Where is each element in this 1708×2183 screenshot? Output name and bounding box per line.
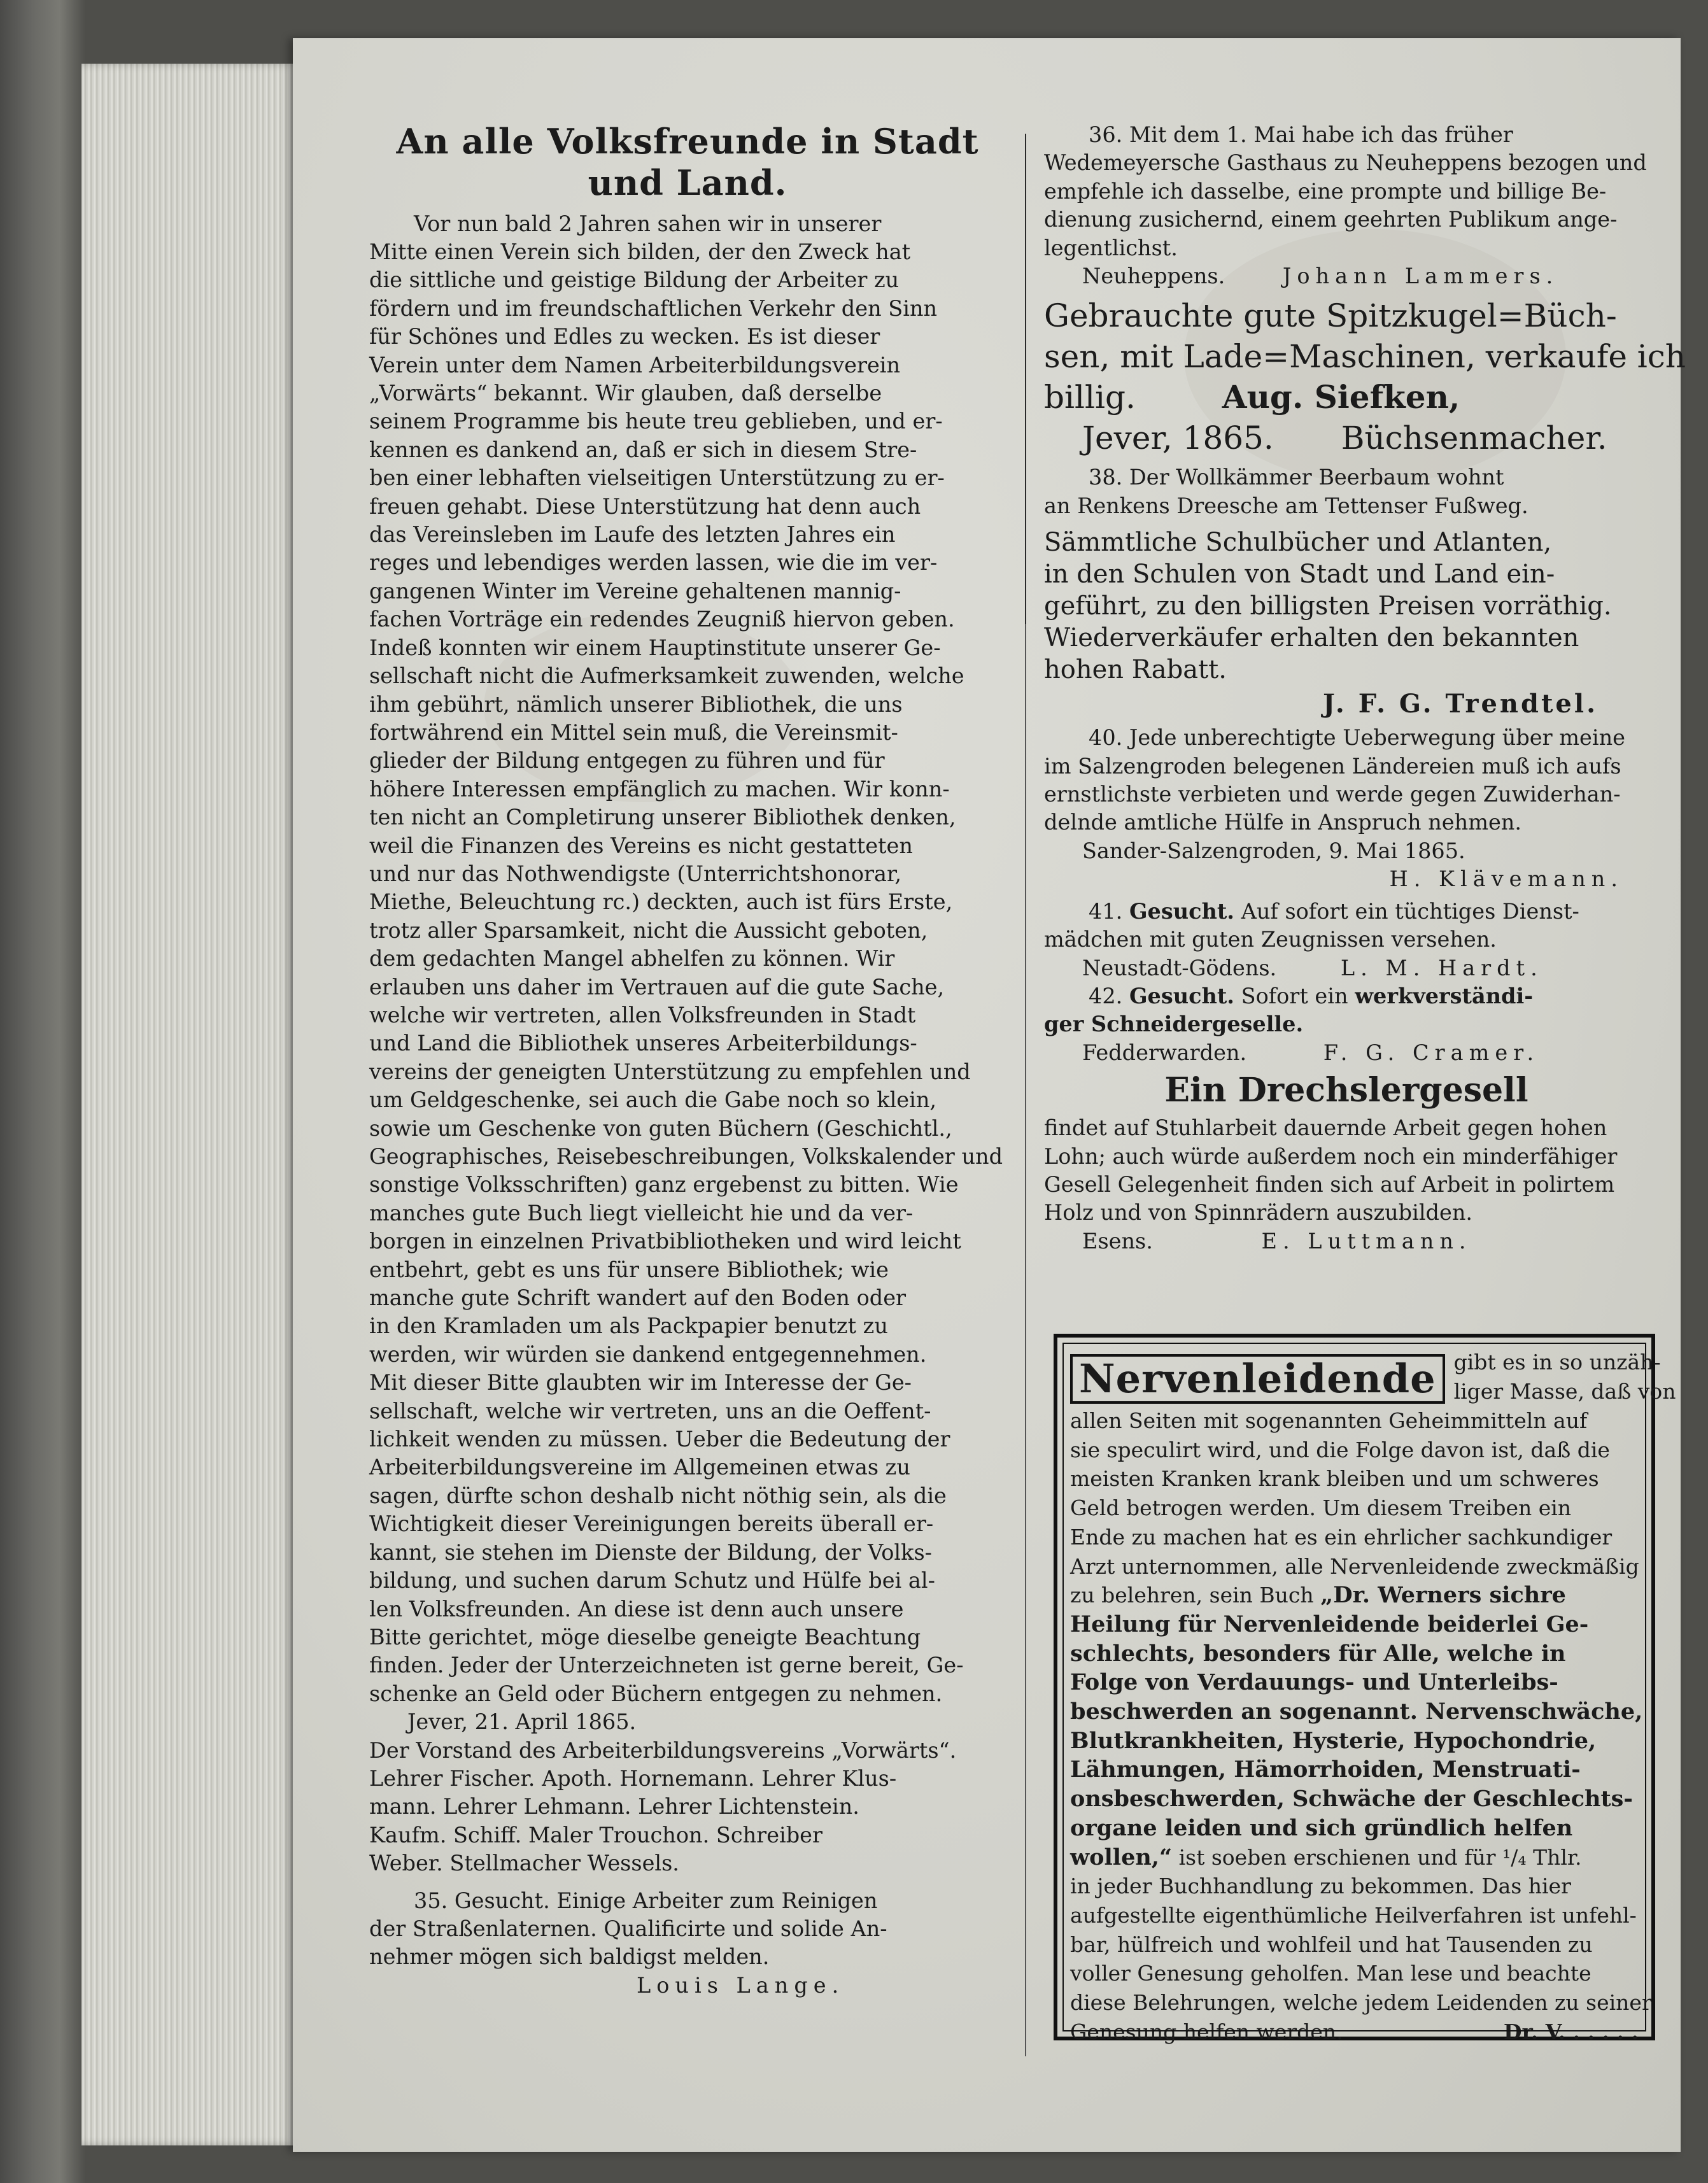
text-line: 38. Der Wollkämmer Beerbaum wohnt: [1089, 465, 1504, 490]
text-line: „Vorwärts“ bekannt. Wir glauben, daß derselbe: [369, 381, 882, 406]
ad-39-signature: J. F. G. Trendtel.: [1323, 689, 1598, 719]
ad-42-bold2: ger Schneidergeselle.: [1044, 1012, 1304, 1037]
text-line: fördern und im freundschaftlichen Verkehr den Sinn: [369, 295, 938, 321]
text-line: reges und lebendiges werden lassen, wie die im ver-: [369, 550, 938, 576]
ad-37-place: Jever, 1865.: [1082, 420, 1274, 457]
ad-42-name: F. G. Cramer.: [1323, 1040, 1540, 1065]
text-line: 35. Gesucht. Einige Arbeiter zum Reinigen: [414, 1888, 878, 1913]
ad-36: [1044, 121, 1649, 262]
ad-35-signature: Louis Lange.: [637, 1972, 845, 1998]
text-line: ihm gebührt, nämlich unserer Bibliothek, die uns: [369, 691, 903, 717]
text-line: manches gute Buch liegt vielleicht hie und da ver-: [369, 1200, 914, 1226]
ad-39-line: in den Schulen von Stadt und Land ein-: [1044, 560, 1555, 590]
text-line: Holz und von Spinnrädern auszubilden.: [1044, 1200, 1473, 1226]
ad-42-head: Gesucht.: [1129, 983, 1234, 1008]
text-line: Kaufm. Schiff. Maler Trouchon. Schreiber: [369, 1822, 823, 1847]
text-line: und nur das Nothwendigste (Unterrichtshonorar,: [369, 861, 901, 886]
text-line: glieder der Bildung entgegen zu führen und für: [369, 748, 885, 774]
text-line: borgen in einzelnen Privatbibliotheken und wird leicht: [369, 1229, 961, 1254]
ad-35: [369, 1887, 1006, 1972]
nerven-rest-line: diese Belehrungen, welche jedem Leidenden zu seiner: [1070, 1990, 1652, 2016]
article-date: Jever, 21. April 1865.: [407, 1709, 637, 1735]
text-line: dienung zusichernd, einem geehrten Publikum ange-: [1044, 207, 1618, 232]
headline-line-1: An alle Volksfreunde in Stadt: [396, 121, 979, 162]
ad-37-billig-line: [1044, 377, 1649, 418]
text-line: höhere Interessen empfänglich zu machen. Wir konn-: [369, 776, 950, 802]
text-line: Wichtigkeit dieser Vereinigungen bereits überall er-: [369, 1511, 934, 1537]
nerven-line: Geld betrogen werden. Um diesem Treiben ein: [1070, 1495, 1572, 1521]
text-line: delnde amtliche Hülfe in Anspruch nehmen.: [1044, 810, 1522, 835]
text-line: und Land die Bibliothek unseres Arbeiterbildungs-: [369, 1031, 917, 1056]
nerven-rest-line: voller Genesung geholfen. Man lese und beachte: [1070, 1961, 1592, 1986]
text-line: welche wir vertreten, allen Volksfreunden in Stadt: [369, 1002, 916, 1028]
text-line: freuen gehabt. Diese Unterstützung hat denn auch: [369, 493, 921, 519]
text-line: 36. Mit dem 1. Mai habe ich das früher: [1089, 122, 1513, 147]
text-line: vereins der geneigten Unterstützung zu empfehlen und: [369, 1059, 971, 1084]
ad-40-name: H. Klävemann.: [1389, 866, 1623, 892]
nerven-book-line: Lähmungen, Hämorrhoiden, Menstruati-: [1070, 1756, 1581, 1783]
ad-38: [1044, 463, 1649, 520]
ad-42-place: Fedderwarden.: [1082, 1040, 1247, 1065]
text-line: Arbeiterbildungsvereine im Allgemeinen etwas zu: [369, 1455, 910, 1480]
text-line: fachen Vorträge ein redendes Zeugniß hiervon geben.: [369, 607, 955, 632]
ad-41-name: L. M. Hardt.: [1340, 955, 1543, 980]
text-line: Miethe, Beleuchtung rc.) deckten, auch ist fürs Erste,: [369, 889, 953, 915]
text-line: Lehrer Fischer. Apoth. Hornemann. Lehrer Klus-: [369, 1765, 897, 1791]
text-line: Gesell Gelegenheit finden sich auf Arbeit in polirtem: [1044, 1171, 1615, 1197]
text-line: sonstige Volksschriften) ganz ergebenst zu bitten. Wie: [369, 1172, 959, 1197]
ad-43: [1044, 1114, 1649, 1227]
left-column: [369, 121, 1006, 2000]
ad-41-head: Gesucht.: [1129, 898, 1234, 924]
text-line: fortwährend ein Mittel sein muß, die Vereinsmit-: [369, 719, 898, 745]
text-line: der Straßenlaternen. Qualificirte und solide An-: [369, 1916, 887, 1941]
text-line: manche gute Schrift wandert auf den Boden oder: [369, 1285, 907, 1311]
nerven-book-title-inline: „Dr. Werners sichre: [1320, 1582, 1566, 1609]
text-line: Vor nun bald 2 Jahren sahen wir in unserer: [414, 211, 882, 236]
ad-39-line: Wiederverkäufer erhalten den bekannten: [1044, 623, 1579, 653]
ad-41-rest: Auf sofort ein tüchtiges Dienst-: [1241, 898, 1579, 924]
ad-42: [1044, 982, 1649, 1010]
ad-37-line: Gebrauchte gute Spitzkugel=Büch-: [1044, 297, 1617, 335]
nerven-book-line: Heilung für Nervenleidende beiderlei Ge-: [1070, 1611, 1589, 1637]
ad-41-num: 41.: [1089, 898, 1123, 924]
nerven-book-start: [1070, 1581, 1639, 1610]
text-line: Lohn; auch würde außerdem noch ein minderfähiger: [1044, 1143, 1618, 1169]
text-line: Indeß konnten wir einem Hauptinstitute unserer Ge-: [369, 635, 941, 660]
text-line: legentlichst.: [1044, 235, 1178, 260]
text-line: Wedemeyersche Gasthaus zu Neuheppens bezogen und: [1044, 150, 1647, 176]
nerven-book-line: beschwerden an sogenannt. Nervenschwäche,: [1070, 1699, 1643, 1725]
text-line: gangenen Winter im Vereine gehaltenen mannig-: [369, 578, 901, 604]
nerven-rest-line: aufgestellte eigenthümliche Heilverfahren ist unfehl-: [1070, 1902, 1637, 1928]
text-line: sagen, dürfte schon deshalb nicht nöthig sein, als die: [369, 1483, 947, 1508]
text-line: Mitte einen Verein sich bilden, der den Zweck hat: [369, 239, 911, 264]
nerven-intro-1: gibt es in so unzäh-: [1453, 1350, 1661, 1374]
ad-43-name: E. Luttmann.: [1261, 1228, 1472, 1254]
text-line: Weber. Stellmacher Wessels.: [369, 1851, 679, 1876]
nerven-intro-2: liger Masse, daß von: [1453, 1378, 1676, 1404]
ad-40: [1044, 724, 1649, 837]
text-line: 40. Jede unberechtigte Ueberwegung über meine: [1089, 725, 1625, 751]
text-line: len Volksfreunden. An diese ist denn auch unsere: [369, 1596, 904, 1621]
article-signatures: [369, 1737, 1006, 1878]
ad-39-line: geführt, zu den billigsten Preisen vorräthig.: [1044, 591, 1612, 621]
text-line: ernstlichste verbieten und werde gegen Zuwiderhan-: [1044, 782, 1621, 807]
text-line: für Schönes und Edles zu wecken. Es ist dieser: [369, 324, 880, 350]
ad-37-trade: Büchsenmacher.: [1341, 420, 1607, 457]
ad-36-footer: [1044, 262, 1649, 290]
nervenleidende-ad-box: [1054, 1334, 1676, 2045]
text-line: entbehrt, gebt es uns für unsere Bibliothek; wie: [369, 1257, 889, 1282]
nerven-zu-belehren: zu belehren, sein Buch: [1070, 1583, 1314, 1608]
text-line: Verein unter dem Namen Arbeiterbildungsverein: [369, 352, 901, 378]
text-line: bildung, und suchen darum Schutz und Hülfe bei al-: [369, 1568, 935, 1593]
nerven-line: allen Seiten mit sogenannten Geheimmitteln auf: [1070, 1408, 1588, 1433]
text-line: um Geldgeschenke, sei auch die Gabe noch so klein,: [369, 1087, 937, 1113]
nerven-signature: Dr. V. . . . . .: [1503, 2019, 1639, 2045]
nerven-after-book-line: [1070, 1843, 1639, 1872]
nerven-book-last: wollen,“: [1070, 1844, 1173, 1870]
text-line: an Renkens Dreesche am Tettenser Fußweg.: [1044, 493, 1528, 518]
ad-36-place: Neuheppens.: [1082, 264, 1225, 289]
ad-37-line: sen, mit Lade=Maschinen, verkaufe ich: [1044, 338, 1686, 376]
text-line: finden. Jeder der Unterzeichneten ist gerne bereit, Ge-: [369, 1653, 964, 1678]
text-line: schenke an Geld oder Büchern entgegen zu nehmen.: [369, 1681, 943, 1706]
text-line: Bitte gerichtet, möge dieselbe geneigte Beachtung: [369, 1624, 921, 1650]
nerven-book-line: organe leiden und sich gründlich helfen: [1070, 1814, 1573, 1841]
nerven-lines: [1070, 1406, 1639, 1581]
nerven-rest-line: bar, hülfreich und wohlfeil und hat Tausenden zu: [1070, 1932, 1593, 1957]
nerven-after-book: ist soeben erschienen und für ¹/₄ Thlr.: [1178, 1844, 1582, 1870]
ad-39-line: hohen Rabatt.: [1044, 655, 1227, 685]
text-line: Geographisches, Reisebeschreibungen, Volkskalender und: [369, 1144, 1003, 1169]
ad-37-place-line: [1044, 418, 1649, 458]
ad-37-name: Aug. Siefken,: [1222, 378, 1460, 416]
text-line: mann. Lehrer Lehmann. Lehrer Lichtenstein.: [369, 1794, 859, 1819]
text-line: empfehle ich dasselbe, eine prompte und billige Be-: [1044, 178, 1607, 204]
nerven-rest-line: in jeder Buchhandlung zu bekommen. Das hier: [1070, 1874, 1571, 1899]
text-line: dem gedachten Mangel abhelfen zu können. Wir: [369, 946, 895, 971]
ad-41-place: Neustadt-Gödens.: [1082, 955, 1277, 980]
text-line: in den Kramladen um als Packpapier benutzt zu: [369, 1313, 888, 1339]
text-line: kennen es dankend an, daß er sich in diesem Stre-: [369, 437, 917, 462]
ad-39: [1044, 526, 1649, 686]
nerven-book-line: onsbeschwerden, Schwäche der Geschlechts-: [1070, 1786, 1633, 1812]
article-headline: [369, 121, 1006, 204]
nerven-line: Ende zu machen hat es ein ehrlicher sachkundiger: [1070, 1524, 1613, 1550]
text-line: nehmer mögen sich baldigst melden.: [369, 1944, 770, 1970]
newspaper-page: [293, 38, 1686, 2152]
nerven-book-line: schlechts, besonders für Alle, welche in: [1070, 1640, 1566, 1667]
text-line: trotz aller Sparsamkeit, nicht die Aussicht geboten,: [369, 917, 928, 943]
ad-42-footer: [1044, 1039, 1649, 1067]
nerven-book-line: Blutkrankheiten, Hysterie, Hypochondrie,: [1070, 1727, 1597, 1754]
nerven-line: sie speculirt wird, und die Folge davon ist, daß die: [1070, 1437, 1610, 1462]
ad-41-line2: mädchen mit guten Zeugnissen versehen.: [1044, 927, 1497, 952]
text-line: seinem Programme bis heute treu geblieben, und er-: [369, 409, 943, 434]
nerven-line: Arzt unternommen, alle Nervenleidende zweckmäßig: [1070, 1553, 1639, 1579]
text-line: Mit dieser Bitte glaubten wir im Interesse der Ge-: [369, 1370, 912, 1395]
page-edges: [81, 64, 298, 2145]
nerven-line: meisten Kranken krank bleiben und um schweres: [1070, 1466, 1599, 1492]
nerven-book-title: [1070, 1610, 1643, 1843]
ad-36-name: Johann Lammers.: [1282, 264, 1559, 289]
nerven-book-line: Folge von Verdauungs- und Unterleibs-: [1070, 1669, 1558, 1696]
ad-43-title: Ein Drechslergesell: [1164, 1071, 1528, 1110]
text-line: ten nicht an Completirung unserer Bibliothek denken,: [369, 805, 956, 830]
text-line: ben einer lebhaften vielseitigen Unterstützung zu er-: [369, 465, 945, 491]
ad-37: [1044, 295, 1686, 377]
text-line: kannt, sie stehen im Dienste der Bildung, der Volks-: [369, 1539, 932, 1565]
text-line: Der Vorstand des Arbeiterbildungsvereins „Vorwärts“.: [369, 1737, 957, 1763]
ad-43-footer: [1044, 1227, 1649, 1255]
text-line: lichkeit wenden zu müssen. Ueber die Bedeutung der: [369, 1427, 950, 1452]
ad-39-line: Sämmtliche Schulbücher und Atlanten,: [1044, 528, 1552, 558]
text-line: sellschaft, welche wir vertreten, uns an die Oeffent-: [369, 1398, 931, 1424]
text-line: weil die Finanzen des Vereins es nicht gestatteten: [369, 833, 913, 858]
text-line: werden, wir würden sie dankend entgegennehmen.: [369, 1341, 927, 1367]
column-rule: [1025, 624, 1026, 2056]
ad-37-billig: billig.: [1044, 379, 1136, 416]
text-line: findet auf Stuhlarbeit dauernde Arbeit gegen hohen: [1044, 1115, 1607, 1141]
text-line: sellschaft nicht die Aufmerksamkeit zuwenden, welche: [369, 663, 964, 689]
text-line: sowie um Geschenke von guten Büchern (Geschichtl.,: [369, 1115, 952, 1141]
text-line: im Salzengroden belegenen Ländereien muß ich aufs: [1044, 753, 1621, 779]
ad-42-bold1: werkverständi-: [1355, 983, 1534, 1008]
ad-42-num: 42.: [1089, 983, 1123, 1008]
ad-41-footer: [1044, 954, 1649, 982]
ad-40-place: Sander-Salzengroden, 9. Mai 1865.: [1082, 838, 1465, 863]
column-rule: [1025, 134, 1026, 630]
ad-43-place: Esens.: [1082, 1228, 1153, 1254]
right-column: [1044, 121, 1686, 1255]
nervenleidende-title: Nervenleidende: [1070, 1354, 1445, 1404]
ad-42-mid: Sofort ein: [1241, 983, 1348, 1008]
headline-line-2: und Land.: [588, 162, 787, 203]
article-body: [369, 210, 1006, 1709]
ad-41: [1044, 898, 1649, 926]
nerven-rest-line: Genesung helfen werden.: [1070, 2019, 1343, 2044]
text-line: die sittliche und geistige Bildung der Arbeiter zu: [369, 267, 900, 293]
nervenleidende-ad-text: [1070, 1348, 1676, 2047]
text-line: erlauben uns daher im Vertrauen auf die gute Sache,: [369, 974, 945, 1000]
text-line: das Vereinsleben im Laufe des letzten Jahres ein: [369, 522, 896, 548]
